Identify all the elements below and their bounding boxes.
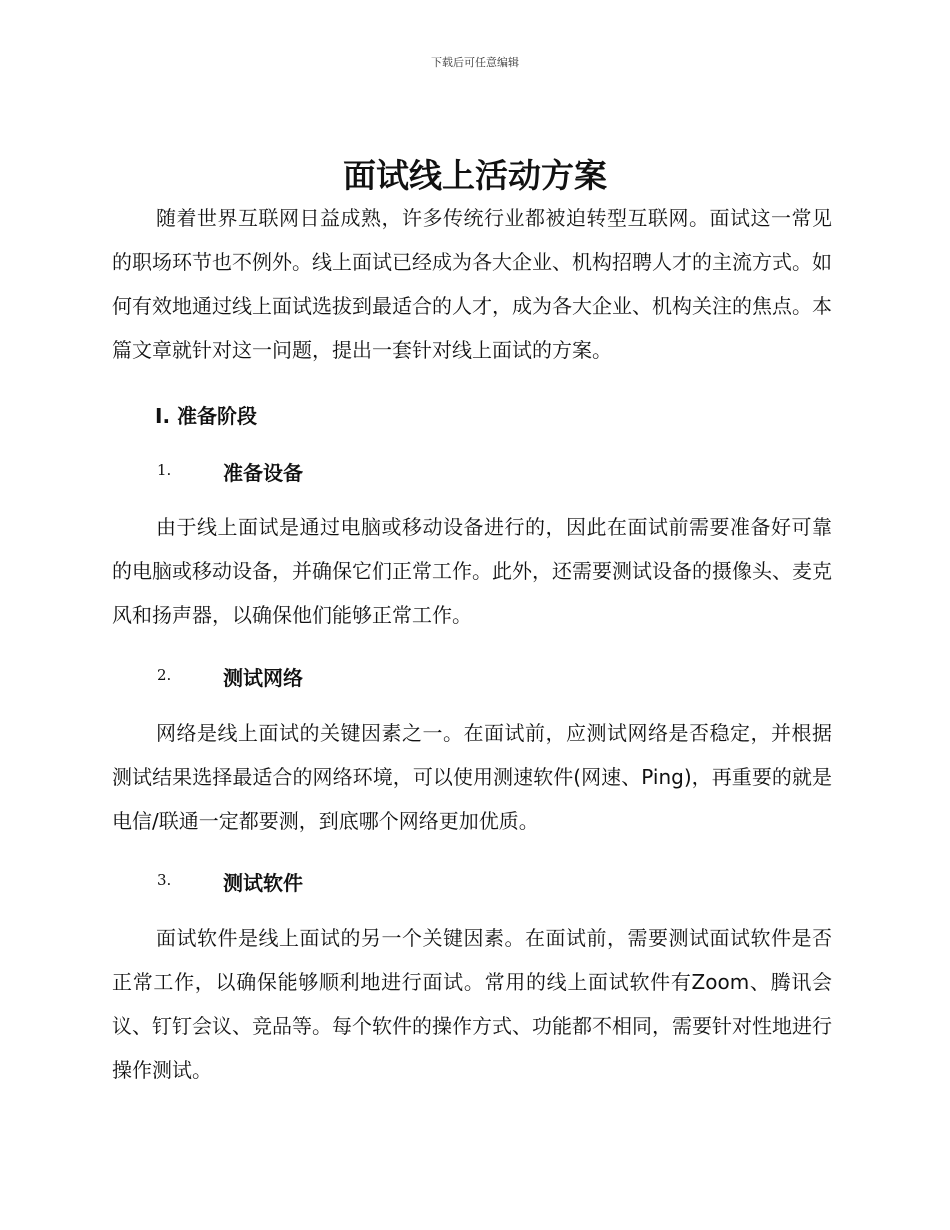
item-number: 1. bbox=[157, 461, 172, 479]
item-label: 测试软件 bbox=[223, 871, 303, 895]
paragraph-prepare-devices: 由于线上面试是通过电脑或移动设备进行的，因此在面试前需要准备好可靠的电脑或移动设备，并确保它们正常工作。此外，还需要测试设备的摄像头、麦克风和扬声器，以确保他们能够正常工作。 bbox=[112, 515, 832, 627]
item-label: 测试网络 bbox=[223, 666, 303, 690]
paragraph-test-network: 网络是线上面试的关键因素之一。在面试前，应测试网络是否稳定，并根据测试结果选择最适合的网络环境，可以使用测速软件(网速、Ping)，再重要的就是电信/联通一定都要测，到底哪个网络更加优质。 bbox=[112, 721, 832, 833]
subheading-test-software bbox=[157, 867, 757, 895]
subheading-prepare-devices bbox=[157, 457, 757, 485]
item-number: 2. bbox=[157, 666, 172, 684]
document-title: 面试线上活动方案 bbox=[343, 156, 607, 195]
item-number: 3. bbox=[157, 871, 172, 889]
paragraph-test-software: 面试软件是线上面试的另一个关键因素。在面试前，需要测试面试软件是否正常工作，以确保能够顺利地进行面试。常用的线上面试软件有Zoom、腾讯会议、钉钉会议、竞品等。每个软件的操作方式、功能都不相同，需要针对性地进行操作测试。 bbox=[112, 926, 832, 1082]
intro-paragraph: 随着世界互联网日益成熟，许多传统行业都被迫转型互联网。面试这一常见的职场环节也不例外。线上面试已经成为各大企业、机构招聘人才的主流方式。如何有效地通过线上面试选拔到最适合的人才，成为各大企业、机构关注的焦点。本篇文章就针对这一问题，提出一套针对线上面试的方案。 bbox=[112, 206, 832, 362]
header-note: 下载后可任意编辑 bbox=[431, 56, 519, 69]
section-heading-preparation: I. 准备阶段 bbox=[155, 404, 258, 428]
subheading-test-network bbox=[157, 662, 757, 690]
item-label: 准备设备 bbox=[223, 461, 303, 485]
